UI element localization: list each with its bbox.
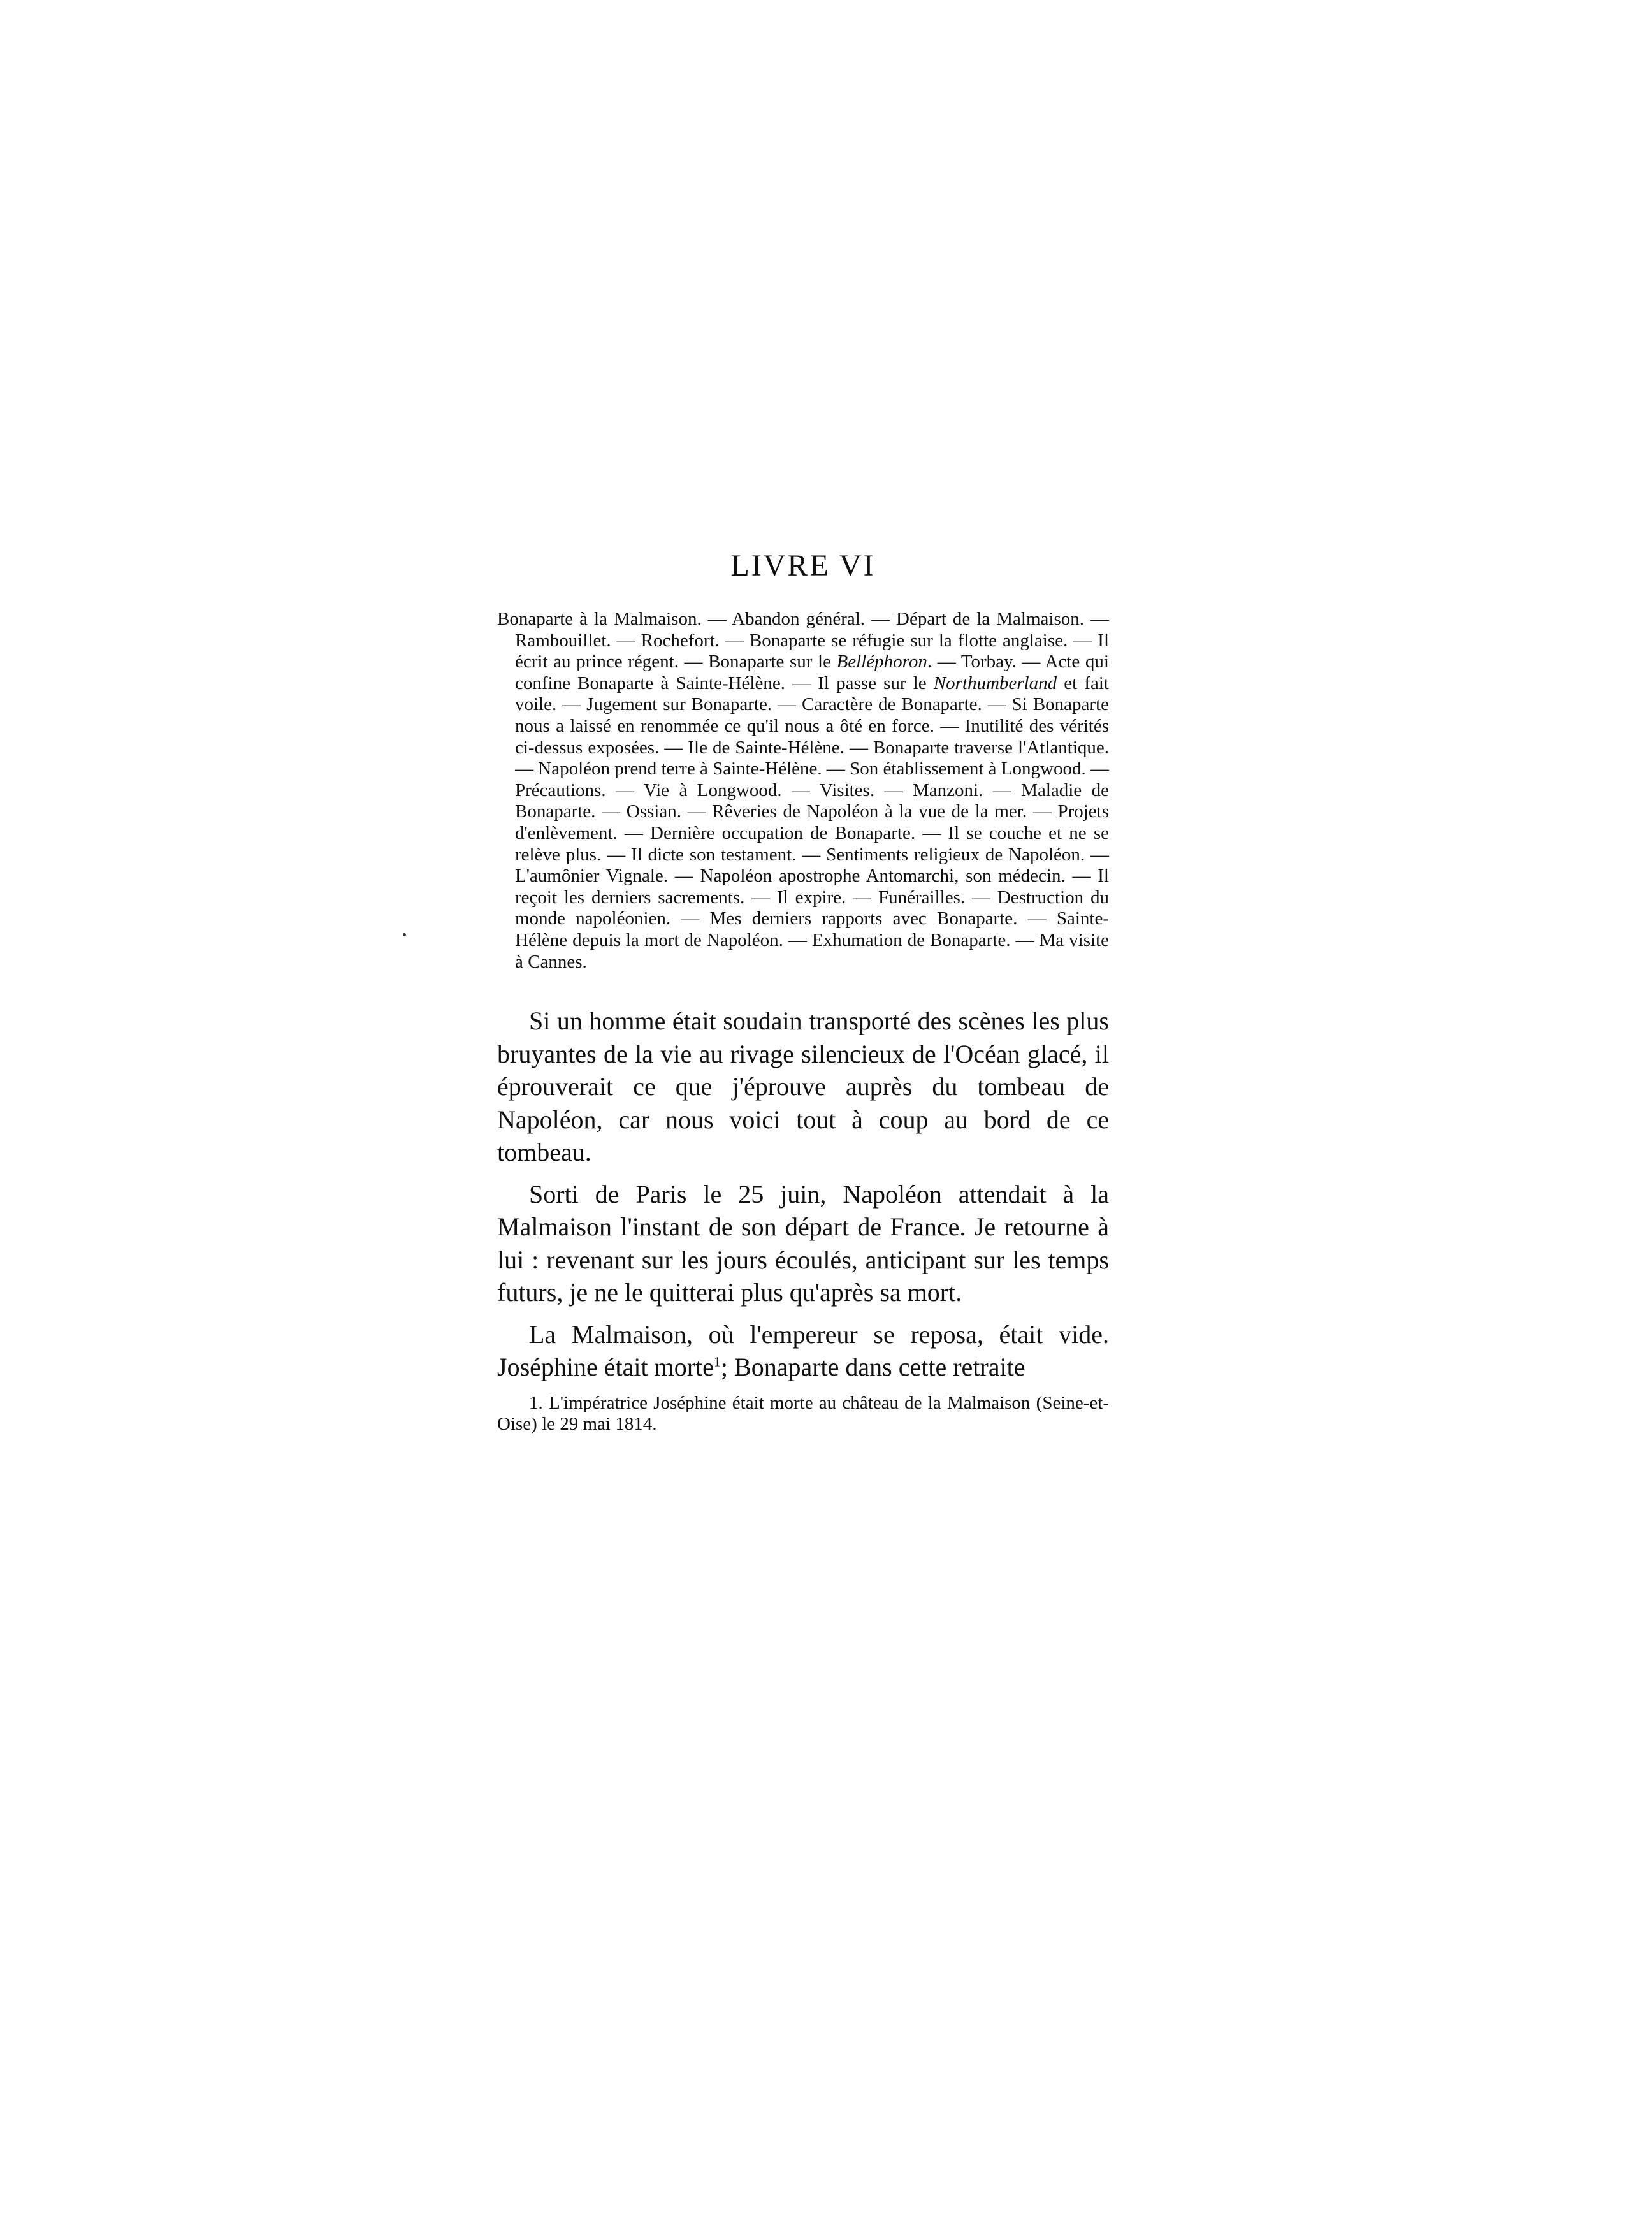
paragraph-1: Si un homme était soudain transporté des scènes les plus bruyantes de la vie au rivage silencieux de l'Océan glacé, il éprouverait ce que j'éprouve auprès du tombeau de Napoléon, car nous voici tout à coup au bord de ce tombeau. bbox=[497, 1006, 1109, 1167]
summary-text-3: et fait voile. — Jugement sur Bonaparte. — Caractère de Bonaparte. — Si Bonaparte nous a laissé en renommée ce qu'il nous a ôté en force. — Inutilité des vérités ci-dessus exposées. — Ile de Sainte-Hélène. — Bonaparte traverse l'Atlantique. — Napoléon prend terre à Sainte-Hélène. — Son établissement à Longwood. — Précautions. — Vie à Longwood. — Visites. — Manzoni. — Maladie de Bonaparte. — Ossian. — Rêveries de Napoléon à la vue de la mer. — Projets d'enlèvement. — Dernière occupation de Bonaparte. — Il se couche et ne se relève plus. — Il dicte son testament. — Sentiments religieux de Napoléon. — L'aumônier Vignale. — Napoléon apostrophe Antomarchi, son médecin. — Il reçoit les derniers sacrements. — Il expire. — Funérailles. — Destruction du monde napoléonien. — Mes derniers rapports avec Bonaparte. — Sainte-Hélène depuis la mort de Napoléon. — Exhumation de Bonaparte. — Ma visite à Cannes. bbox=[515, 672, 1109, 972]
footnote-number: 1. bbox=[529, 1392, 543, 1413]
summary-ship-northumberland: Northumberland bbox=[933, 672, 1057, 693]
summary-text-2: . — Torbay. — Acte qui confine Bonaparte à Sainte-Hélène. — Il passe sur le bbox=[515, 651, 1109, 693]
footnote-text: L'impératrice Joséphine était morte au château de la Malmaison (Seine-et-Oise) le 29 mai 1814. bbox=[497, 1392, 1109, 1435]
summary-ship-bellephoron: Belléphoron bbox=[836, 651, 927, 672]
chapter-summary bbox=[497, 609, 1109, 973]
chapter-title: LIVRE VI bbox=[730, 549, 876, 583]
paragraph-2: Sorti de Paris le 25 juin, Napoléon attendait à la Malmaison l'instant de son départ de France. Je retourne à lui : revenant sur les jours écoulés, anticipant sur les temps futurs, je ne le quitterai plus qu'après sa mort. bbox=[497, 1179, 1109, 1307]
paragraph-3 bbox=[497, 1318, 1109, 1384]
footnote bbox=[497, 1393, 1109, 1435]
page-content bbox=[497, 548, 1109, 1435]
stray-ink-mark bbox=[403, 933, 406, 936]
body-text bbox=[497, 1005, 1109, 1384]
summary-text-1: Bonaparte à la Malmaison. — Abandon général. — Départ de la Malmaison. — Rambouillet. — Rochefort. — Bonaparte se réfugie sur la flotte anglaise. — Il écrit au prince régent. — Bonaparte sur le bbox=[497, 609, 1109, 672]
footnote-reference: 1 bbox=[713, 1353, 721, 1370]
paragraph-3-text-b: ; Bonaparte dans cette retraite bbox=[720, 1353, 1025, 1382]
paragraph-3-text-a: La Malmaison, où l'empereur se reposa, était vide. Joséphine était morte bbox=[497, 1319, 1109, 1382]
